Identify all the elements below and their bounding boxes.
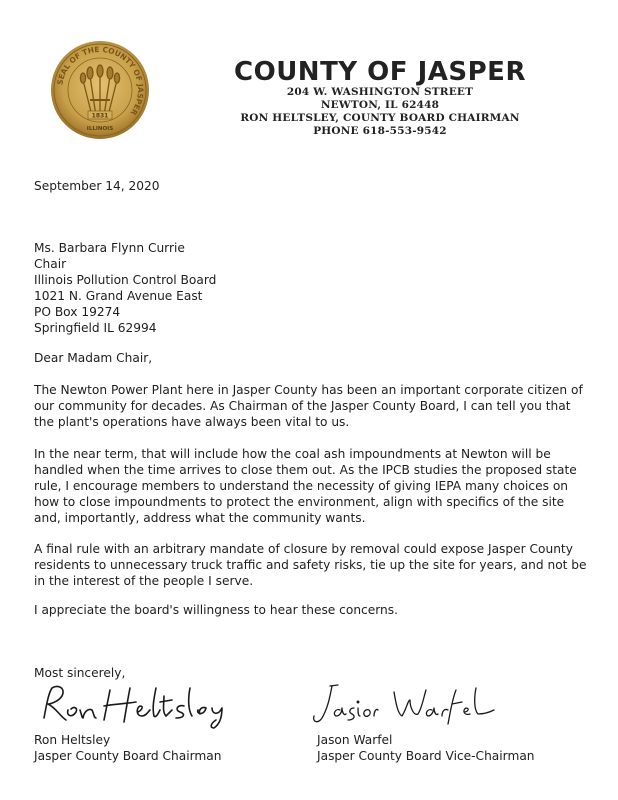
signature-jason-warfel	[308, 680, 498, 728]
closing: Most sincerely,	[34, 666, 126, 680]
salutation: Dear Madam Chair,	[34, 351, 153, 365]
seal-year: 1831	[91, 112, 109, 120]
signature-ron-heltsley	[38, 680, 228, 730]
county-title: COUNTY OF JASPER	[234, 57, 526, 87]
body-paragraph: A final rule with an arbitrary mandate of closure by removal could expose Jasper County residents to unnecessary truck traffic and safety risks, tie up the site for years, and not be in the interest of the people I serve.	[34, 542, 587, 588]
county-seal	[50, 40, 150, 140]
signer-name: Jason Warfel	[317, 733, 393, 747]
letter-date: September 14, 2020	[34, 179, 160, 193]
letterhead-phone: PHONE 618-553-9542	[313, 125, 447, 137]
letterhead-street: 204 W. WASHINGTON STREET	[286, 86, 474, 98]
seal-ring-text: SEAL OF THE COUNTY OF JASPER	[55, 44, 146, 117]
seal-state: ILLINOIS	[86, 126, 114, 132]
body-paragraph: The Newton Power Plant here in Jasper County has been an important corporate citizen of our community for decades. As Chairman of the Jasper County Board, I can tell you that the plant's operations have always been vital to us.	[34, 383, 583, 429]
recipient-street: 1021 N. Grand Avenue East	[34, 289, 203, 303]
body-paragraph: I appreciate the board's willingness to hear these concerns.	[34, 603, 398, 617]
recipient-city: Springfield IL 62994	[34, 321, 157, 335]
letterhead-city: NEWTON, IL 62448	[320, 99, 440, 111]
signer-title: Jasper County Board Chairman	[34, 749, 222, 763]
recipient-address	[34, 240, 594, 336]
signer-name: Ron Heltsley	[34, 733, 111, 747]
signer-block	[34, 732, 221, 764]
body-paragraph: In the near term, that will include how the coal ash impoundments at Newton will be handled when the time arrives to close them out. As the IPCB studies the proposed state rule, I encourage members to understand the necessity of giving IEPA many choices on how to close impoundments to protect the environment, align with specifics of the site and, importantly, address what the community wants.	[34, 447, 577, 525]
recipient-organization: Illinois Pollution Control Board	[34, 273, 217, 287]
recipient-title: Chair	[34, 257, 67, 271]
letterhead-chairman: RON HELTSLEY, COUNTY BOARD CHAIRMAN	[240, 112, 520, 124]
signer-block	[317, 732, 535, 764]
signer-title: Jasper County Board Vice-Chairman	[317, 749, 535, 763]
letterhead	[200, 58, 560, 138]
recipient-po-box: PO Box 19274	[34, 305, 121, 319]
recipient-name: Ms. Barbara Flynn Currie	[34, 241, 185, 255]
